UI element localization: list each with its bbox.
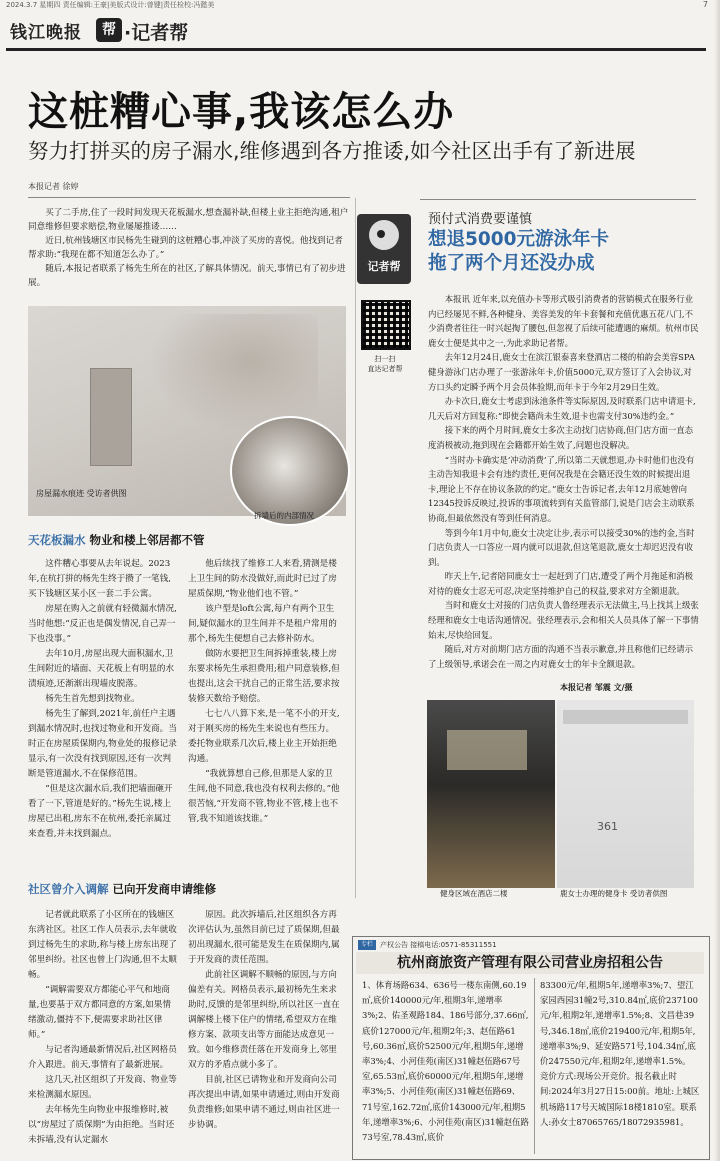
gym-light (447, 730, 527, 770)
gym-photo (427, 700, 555, 888)
body-paragraph: 这几天,社区组织了开发商、物业等来检测漏水原因。 (28, 1075, 177, 1100)
page-number: 7 (702, 0, 708, 9)
article-byline: 本报记者 徐婷 (28, 182, 79, 191)
mascot-eye (377, 230, 385, 238)
sidebar-paragraph: 随后,对方对前期门店方面的沟通不当表示歉意,并且称他们已经请示了上级领导,承诺会在一周之内对鹿女士的年卡全额退款。 (428, 644, 693, 669)
inset-caption: 拆墙后的内部情况 (254, 511, 314, 520)
subhead-keyword: 社区曾介入调解 (28, 882, 109, 896)
newspaper-logo: 钱江晚报 (10, 23, 82, 43)
subhead-text: 物业和楼上邻居都不管 (85, 533, 205, 547)
section-name: ·记者帮 (124, 22, 189, 44)
article-column (28, 908, 178, 1148)
sidebar-paragraph: 去年12月24日,鹿女士在滨江银泰喜来登酒店二楼的柏韵会美容SPA健身游泳门店办理了一张游泳年卡,价值5000元,双方签订了入会协议,对方口头约定瞬予两个月会员体验期,而年卡于今年2月29日生效。 (428, 352, 695, 392)
notice-tag: 专栏 (358, 940, 376, 950)
article-column (28, 557, 178, 842)
sidebar-paragraph: 昨天上午,记者陪同鹿女士一起赶到了门店,遭受了两个月拖延和消极对待的鹿女士忍无可忍,决定坚持维护自己的权益,要求对方全额退款。 (428, 571, 693, 596)
body-paragraph: 去年10月,房屋出现大面积漏水,卫生间附近的墙面、天花板上有明显的水渍痕迹,还渐渐出现墙皮脱落。 (28, 649, 175, 689)
sidebar-paragraph: 等到今年1月中旬,鹿女士决定让步,表示可以接受30%的违约金,当时门店负责人一口答应一周内就可以退款,但这笔退款,鹿女士却迟迟没有收到。 (428, 527, 695, 567)
card-photo-caption: 鹿女士办理的健身卡 受访者供图 (560, 889, 668, 898)
gym-photo-caption: 健身区域在酒店二楼 (440, 889, 508, 898)
sidebar-paragraph: “当时办卡确实是‘冲动消费’了,所以第二天就想退,办卡时他们也没有主动告知我退卡会有违约责任,更何况我是在会籍还没生效的时候提出退卡,理论上不存在协议条款的约定。”鹿女士告诉记者,去年12月底她曾向12345投诉反映过,投诉的事项流转到有关监管部门,说是门店会主动联系协商,但最依然没有等到任何消息。 (428, 454, 695, 523)
article-column (188, 908, 340, 1133)
body-paragraph: 该户型是loft公寓,每户有两个卫生间,疑似漏水的卫生间并不是租户常用的那个,杨先生便想自己去修补防水。 (188, 604, 337, 644)
header-rule (6, 48, 706, 51)
lead-rule (28, 197, 350, 198)
notice-title: 杭州商旅资产管理有限公司营业房招租公告 (356, 952, 704, 974)
body-paragraph: 杨先生了解到,2021年,前任户主遇到漏水情况时,也找过物业和开发商。当时正在房屋质保期内,物业处的报修记录显示,有一次没有找到原因,还有一次判断是管道漏水,不在保修范围。 (28, 709, 177, 779)
body-paragraph: 杨先生首先想到找物业。 (45, 694, 140, 704)
photo-caption: 房屋漏水痕迹 受访者供图 (36, 489, 127, 498)
body-paragraph: “但是这次漏水后,我们把墙面砸开看了一下,管道是好的。”杨先生说,楼上房屋已出租,房东不在杭州,委托亲属过来查看,并未找到漏点。 (28, 784, 173, 839)
article-column (188, 557, 340, 827)
article-lead (28, 206, 350, 290)
lead-paragraph: 近日,杭州钱塘区市民杨先生碰到的这桩糟心事,冲淡了买房的喜悦。他找到记者帮求助:“我现在都不知道怎么办了。” (28, 236, 343, 260)
section-subhead-1 (28, 532, 205, 548)
article-headline: 这桩糟心事,我该怎么办 (28, 89, 455, 135)
body-paragraph: 做防水要把卫生间拆掉重装,楼上房东要求杨先生承担费用;租户同意装修,但也提出,这会干扰自己的正常生活,要求按装修天数给予赔偿。 (188, 649, 340, 704)
body-paragraph: 与记者沟通最新情况后,社区网格员介入跟进。前天,事情有了最新进展。 (28, 1045, 177, 1070)
notice-divider (534, 978, 535, 1154)
body-paragraph: 房屋在购入之前就有轻微漏水情况,当时他想:“反正也是偶发情况,自己弄一下也没事。” (28, 604, 177, 644)
phone-header-bar (563, 710, 688, 724)
masthead-info-line: 2024.3.7 星期四 责任编辑:王豪|美版式设计:曾键|责任检校:冯懿美 (6, 1, 215, 9)
body-paragraph: “我就算想自己修,但那是人家的卫生间,他不同意,我也没有权利去修的。”他很苦恼,“开发商不管,物业不管,楼上也不管,我不知道该找谁。” (188, 769, 340, 824)
body-paragraph: 这件糟心事要从去年说起。2023年,在杭打拼的杨先生终于攒了一笔钱,买下钱塘区某小区一套二手公寓。 (28, 559, 171, 599)
scan-edge (714, 0, 720, 1161)
qr-label: 扫一扫 直达记者帮 (367, 355, 403, 373)
sidebar-credit: 本报记者 邹震 文/摄 (560, 683, 633, 692)
mascot-label: 记者帮 (367, 260, 401, 273)
lead-paragraph: 随后,本报记者联系了杨先生所在的社区,了解具体情况。前天,事情已有了初步进展。 (28, 264, 346, 288)
body-paragraph: “调解需要双方都能心平气和地商量,也要基于双方都同意的方案,如果情绪激动,僵持不下,便需要求助社区律师。” (28, 985, 171, 1040)
lead-paragraph: 买了二手房,住了一段时间发现天花板漏水,想查漏补缺,但楼上业主拒绝沟通,租户同意维修但要求赔偿,物业屡屡推诿…… (28, 208, 349, 232)
notice-text-right: 83300元/年,租期5年,递增率3%;7、望江家园西园31幢2号,310.84㎡,底价237100元/年,租期2年,递增率1.5%;8、文昌巷39号,346.18㎡,底价219400元/年,租期5年,递增率3%;9、延安路571号,104.34㎡,底价247550元/年,租期2年,递增率1.5%。 竞价方式:现场公开竞价。报名截止时间:2024年3月27日15:00前。地址:上城区机场路117号天城国际18楼1810室。联系人:孙女士87065765/18072935981。 (540, 980, 700, 1127)
article-subheadline: 努力打拼买的房子漏水,维修遇到各方推诿,如今社区出手有了新进展 (28, 139, 636, 163)
body-paragraph: 他后续找了维修工人来看,猜测是楼上卫生间的防水没做好,而此时已过了房屋质保期,“物业他们也不管。” (188, 559, 337, 599)
membership-card-photo (557, 700, 694, 888)
body-paragraph: 目前,社区已请物业和开发商向公司再次提出申请,如果申请通过,则由开发商负责维修;如果申请不通过,则由社区进一步协调。 (188, 1075, 340, 1130)
column-divider (355, 198, 356, 898)
subhead-text: 已向开发商申请维修 (108, 882, 217, 896)
sidebar-paragraph: 本报讯 近年来,以充值办卡等形式吸引消费者的营销模式在服务行业内已经屡见不鲜,各种健身、美容美发的年卡套餐和充值优惠五花八门,不少消费者往往一时兴起掏了腰包,但忽视了后续可能遭遇的麻烦。杭州市民鹿女士便是其中之一,为此求助记者帮。 (428, 294, 699, 348)
sidebar-headline: 想退5000元游泳年卡 拖了两个月还没办成 (428, 229, 609, 274)
sidebar-paragraph: 接下来的两个月时间,鹿女士多次主动找门店协商,但门店方面一直态度消极被动,拖到现在会籍都开始生效了,问题也没解决。 (428, 425, 693, 450)
ceiling-panel (90, 368, 132, 466)
qr-code-icon (361, 300, 411, 350)
phone-amount: 361 (597, 820, 618, 833)
sidebar-paragraph: 办卡次日,鹿女士考虑到泳池条件等实际原因,及时联系门店申请退卡,几天后对方回复称:“即使会籍尚未生效,退卡也需支付30%违约金。” (428, 396, 696, 421)
notice-text-left: 1、体育场路634、636号一楼东南侧,60.19㎡,底价140000元/年,租期3年,递增率3%;2、佑圣观路184、186号部分,37.66㎡,底价127000元/年,租期2年;3、赵伍路61号,60.36㎡,底价52500元/年,租期5年,递增率3%;4、小河佳苑(南区)31幢赵伍路67号室,65.53㎡,底价60000元/年,租期5年,递增率3%;5、小河佳苑(南区)31幢赵伍路69、71号室,162.72㎡,底价143000元/年,租期5年,递增率3%;6、小河佳苑(南区)31幢赵伍路73号室,78.43㎡,底价 (362, 980, 529, 1143)
subhead-keyword: 天花板漏水 (28, 533, 86, 547)
sidebar-kicker: 预付式消费要谨慎 (428, 212, 533, 227)
section-subhead-2 (28, 881, 216, 897)
section-badge-icon: 帮 (96, 18, 122, 42)
body-paragraph: 去年杨先生向物业申报维修时,被以“房屋过了质保期”为由拒绝。当时还未拆墙,没有认定漏水 (28, 1105, 175, 1145)
notice-contact: 产权公告 接稿电话:0571-85311551 (380, 941, 497, 949)
sidebar-paragraph: 当时和鹿女士对接的门店负责人鲁经理表示无法做主,马上找其上级张经理和鹿女士电话沟通情况。张经理表示,会和相关人员具体了解一下事情始末,尽快给回复。 (428, 600, 699, 640)
sidebar-rule (420, 199, 696, 200)
body-paragraph: 此前社区调解不顺畅的原因,与方向偏差有关。网格员表示,最初杨先生来求助时,反馈的是邻里纠纷,所以社区一直在调解楼上楼下住户的情绪,希望双方在维修方案、款项支出等方面能达成意见一致。如今维修责任落在开发商身上,邻里双方的矛盾点就小多了。 (188, 970, 340, 1070)
body-paragraph: 七七八八算下来,是一笔不小的开支,对于刚买房的杨先生来说也有些压力。委托物业联系几次后,楼上业主开始拒绝沟通。 (188, 709, 340, 764)
sidebar-body (428, 292, 700, 671)
body-paragraph: 记者就此联系了小区所在的钱塘区东湾社区。社区工作人员表示,去年就收到过杨先生的求助,称与楼上房东出现了邻里纠纷。社区也曾上门沟通,但不太顺畅。 (28, 910, 177, 980)
body-paragraph: 原因。此次拆墙后,社区组织各方再次评估认为,虽然目前已过了质保期,但最初出现漏水,很可能是发生在质保期内,属于开发商的责任范围。 (188, 910, 340, 965)
